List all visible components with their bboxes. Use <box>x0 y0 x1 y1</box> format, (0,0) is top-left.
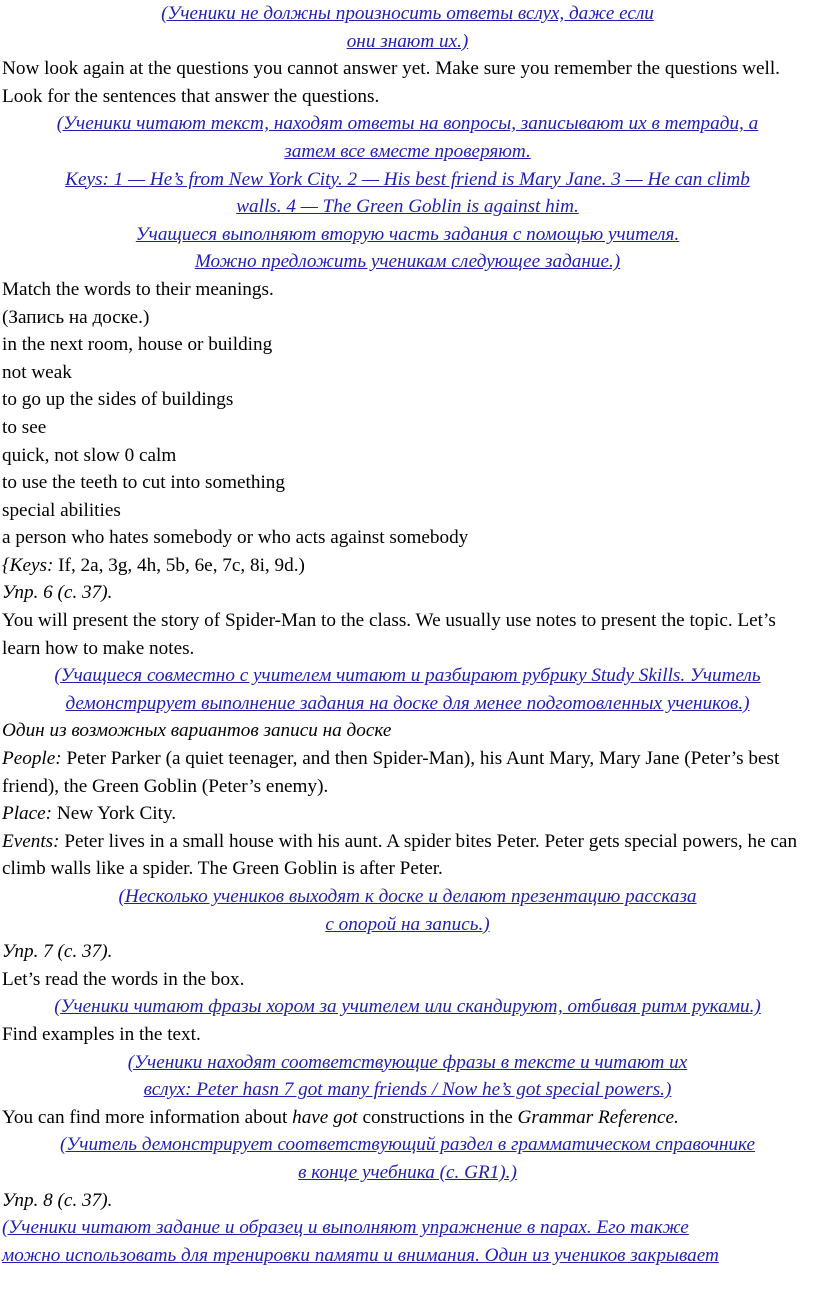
text-run: You can find more information about <box>2 1106 293 1128</box>
teacher-note <box>2 883 813 938</box>
text-run: constructions in the <box>357 1106 518 1128</box>
list-item: to use the teeth to cut into something <box>2 472 285 494</box>
notes-people <box>2 745 813 800</box>
paragraph: You will present the story of Spider-Man to the class. We usually use notes to present the topic. Let’s learn how to make notes. <box>2 610 776 659</box>
list-item: to see <box>2 416 47 438</box>
answer-keys-2 <box>2 552 813 580</box>
note-line: можно использовать для тренировки памяти и внимания. Один из учеников закрывает <box>2 1244 719 1266</box>
paragraph: Now look again at the questions you cannot answer yet. Make sure you remember the questions well. Look for the sentences that answer the questions. <box>2 58 780 107</box>
note-line: (Несколько учеников выходят к доске и делают презентацию рассказа <box>118 886 697 907</box>
text-run-italic: have got <box>292 1106 358 1128</box>
paragraph: Find examples in the text. <box>2 1023 201 1045</box>
exercise-heading: Упр. 7 (с. 37). <box>2 941 113 963</box>
teacher-note <box>2 1131 813 1186</box>
teacher-note <box>2 0 813 55</box>
exercise-heading: Упр. 8 (с. 37). <box>2 1189 113 1211</box>
match-list <box>2 331 813 552</box>
note-line: вслух: Peter hasn 7 got many friends / Now he’s got special powers.) <box>143 1079 672 1101</box>
text-run-italic: Grammar Reference <box>517 1106 674 1128</box>
exercise-heading: Упр. 6 (с. 37). <box>2 582 113 604</box>
teacher-note: (Ученики читают фразы хором за учителем или скандируют, отбивая ритм руками.) <box>54 996 761 1018</box>
teacher-note <box>2 110 813 165</box>
list-item: to go up the sides of buildings <box>2 389 234 411</box>
teacher-note <box>2 662 813 717</box>
note-line: они знают их.) <box>346 30 469 52</box>
field-text: Peter Parker (a quiet teenager, and then Spider-Man), his Aunt Mary, Mary Jane (Peter’s best friend), the Green Goblin (Peter’s enemy). <box>2 748 780 797</box>
paragraph: Let’s read the words in the box. <box>2 968 245 990</box>
notes-place <box>2 800 813 828</box>
board-note: (Запись на доске.) <box>2 306 150 328</box>
note-line: Учащиеся выполняют вторую часть задания с помощью учителя. <box>135 223 680 245</box>
text-run: . <box>674 1106 679 1128</box>
note-line: (Ученики читают текст, находят ответы на вопросы, записывают их в тетради, а <box>56 113 759 135</box>
list-item: a person who hates somebody or who acts against somebody <box>2 527 469 549</box>
field-text: New York City. <box>52 803 177 825</box>
note-line: в конце учебника (с. GR1).) <box>298 1161 517 1183</box>
teacher-note <box>2 1049 813 1104</box>
note-line: Можно предложить ученикам следующее задание.) <box>194 251 621 273</box>
list-item: in the next room, house or building <box>2 334 273 356</box>
teacher-note <box>2 1214 813 1269</box>
keys-label: {Keys: <box>2 554 54 576</box>
teacher-note <box>2 221 813 276</box>
note-line: Keys: 1 — He’s from New York City. 2 — His best friend is Mary Jane. 3 — He can climb <box>65 168 750 190</box>
list-item: quick, not slow 0 calm <box>2 444 177 466</box>
note-line: затем все вместе проверяют. <box>284 140 531 162</box>
note-line: (Учащиеся совместно с учителем читают и разбирают рубрику Study Skills. Учитель <box>54 665 761 687</box>
note-line: с опорой на запись.) <box>325 913 490 935</box>
field-label: Events: <box>2 830 60 852</box>
keys-text: If, 2a, 3g, 4h, 5b, 6e, 7c, 8i, 9d.) <box>53 554 305 576</box>
variant-heading: Один из возможных вариантов записи на доске <box>2 720 392 742</box>
answer-keys <box>2 166 813 221</box>
list-item: not weak <box>2 361 72 383</box>
field-label: Place: <box>2 803 53 825</box>
note-line: (Ученики читают задание и образец и выполняют упражнение в парах. Его также <box>2 1217 689 1239</box>
note-line: walls. 4 — The Green Goblin is against him. <box>236 196 579 218</box>
list-item: special abilities <box>2 499 121 521</box>
field-label: People: <box>2 748 62 770</box>
note-line: (Ученики не должны произносить ответы вслух, даже если <box>161 3 654 24</box>
task-heading: Match the words to their meanings. <box>2 278 274 300</box>
note-line: (Ученики находят соответствующие фразы в тексте и читают их <box>127 1051 688 1073</box>
notes-events <box>2 828 813 883</box>
note-line: демонстрирует выполнение задания на доске для менее подготовленных учеников.) <box>65 692 750 714</box>
note-line: (Учитель демонстрирует соответствующий раздел в грамматическом справочнике <box>60 1134 755 1156</box>
field-text: Peter lives in a small house with his aunt. A spider bites Peter. Peter gets special powers, he can climb walls like a spider. The Green Goblin is after Peter. <box>2 830 798 880</box>
grammar-reference-paragraph <box>2 1104 813 1132</box>
